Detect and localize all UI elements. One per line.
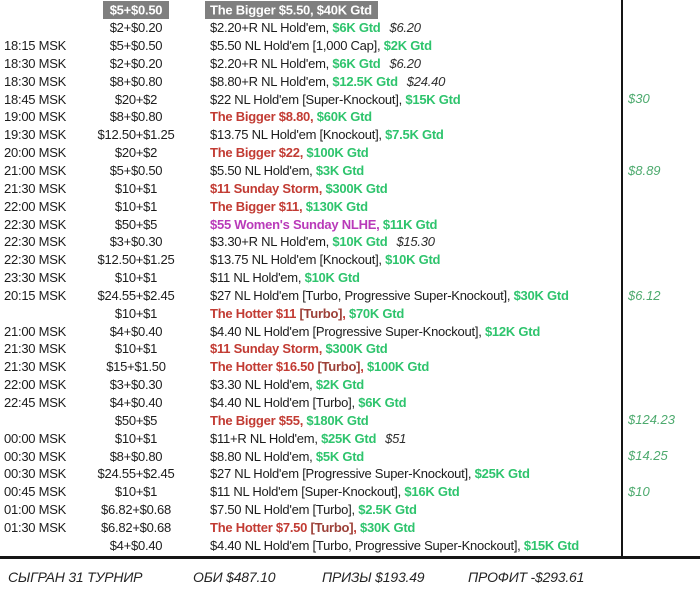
name-segment: $100K Gtd [367, 359, 430, 375]
buyin-cell [88, 377, 184, 392]
tournament-name-cell [210, 520, 700, 535]
buyin-value: $10+$1 [114, 430, 158, 446]
buyin-value: $10+$1 [114, 180, 158, 196]
name-segment: $6K Gtd [332, 55, 381, 71]
tournament-row [0, 37, 700, 55]
name-segment: $11 NL Hold'em [Super-Knockout], [210, 484, 405, 500]
buyin-value: $10+$1 [114, 198, 158, 214]
tournament-name-cell [210, 502, 700, 517]
name-segment: $10K Gtd [332, 234, 388, 250]
name-segment: The Bigger $8.80, [210, 109, 317, 125]
buyin-value: $50+$5 [114, 216, 158, 232]
buyin-value: $24.55+$2.45 [97, 466, 175, 482]
buyin-cell [88, 217, 184, 232]
buyin-value: $8+$0.80 [109, 73, 163, 89]
tournament-name-cell [210, 2, 700, 17]
tournament-name-cell [210, 431, 700, 446]
name-segment: The Bigger $55, [210, 412, 307, 428]
name-segment: $5K Gtd [315, 448, 364, 464]
buyin-cell [88, 74, 184, 89]
buyin-cell [88, 288, 184, 303]
start-time-cell: 18:45 MSK [4, 91, 67, 107]
buyin-value: $8+$0.80 [109, 109, 163, 125]
tournament-name-cell [210, 466, 700, 481]
prize-inline-value: $51 [385, 430, 407, 446]
buyin-value: $4+$0.40 [109, 394, 163, 410]
buyin-cell [88, 431, 184, 446]
buyin-cell [88, 92, 184, 107]
buyin-cell [88, 306, 184, 321]
tournament-name-cell [210, 413, 700, 428]
buyin-cell [88, 56, 184, 71]
name-segment: The Hotter $7.50 [210, 519, 311, 535]
buyin-value: $2+$0.20 [109, 55, 163, 71]
tournament-row [0, 518, 700, 536]
prize-right-value: $10 [628, 483, 650, 499]
prize-right-value: $8.89 [628, 162, 661, 178]
name-segment: [Turbo] [317, 359, 361, 375]
name-segment: $11+R NL Hold'em, [210, 430, 322, 446]
tournament-name-cell [210, 359, 700, 374]
tournament-row [0, 162, 700, 180]
buyin-cell [88, 484, 184, 499]
start-time-cell: 20:00 MSK [4, 145, 67, 161]
name-segment: $30K Gtd [360, 519, 416, 535]
name-segment: $100K Gtd [306, 145, 369, 161]
buyin-cell [88, 127, 184, 142]
name-segment: $4.40 NL Hold'em [Turbo], [210, 394, 359, 410]
buyin-value: $8+$0.80 [109, 448, 163, 464]
tournament-row [0, 411, 700, 429]
tournament-name-cell [210, 234, 700, 249]
name-segment: $2K Gtd [383, 38, 432, 54]
buyin-value: $2+$0.20 [109, 20, 163, 36]
tournament-row [0, 1, 700, 19]
name-segment: The Bigger $22, [210, 145, 307, 161]
name-segment: $27 NL Hold'em [Progressive Super-Knockout], [210, 466, 475, 482]
prize-column-divider-line [621, 0, 623, 556]
name-segment: $10K Gtd [304, 270, 360, 286]
name-segment: [Turbo] [299, 305, 343, 321]
tournament-row [0, 501, 700, 519]
name-segment: $12K Gtd [484, 323, 541, 339]
buyin-cell [88, 395, 184, 410]
name-segment: $3.30 NL Hold'em, [210, 377, 316, 393]
start-time-cell: 23:30 MSK [4, 270, 67, 286]
tournament-row [0, 394, 700, 412]
buyin-cell [88, 252, 184, 267]
name-segment: $2.20+R NL Hold'em, [210, 20, 333, 36]
start-time-cell: 18:30 MSK [4, 55, 67, 71]
buyin-cell [88, 520, 184, 535]
buyin-cell [88, 502, 184, 517]
buyin-cell [88, 181, 184, 196]
tournament-name-cell [210, 270, 700, 285]
prize-right-value: $14.25 [628, 448, 668, 464]
start-time-cell: 22:30 MSK [4, 252, 67, 268]
name-segment: $5.50 NL Hold'em, [210, 163, 316, 179]
buyin-cell [88, 449, 184, 464]
start-time-cell: 19:30 MSK [4, 127, 67, 143]
summary-buyins: ОБИ $487.10 [193, 569, 276, 585]
tournament-name-cell [210, 288, 700, 303]
buyin-value: $10+$1 [114, 341, 158, 357]
name-segment: $11K Gtd [382, 216, 438, 232]
name-segment: $13.75 NL Hold'em [Knockout], [210, 127, 386, 143]
start-time-cell: 22:45 MSK [4, 394, 67, 410]
buyin-value: $10+$1 [114, 305, 158, 321]
name-segment: $13.75 NL Hold'em [Knockout], [210, 252, 386, 268]
tournament-row [0, 233, 700, 251]
tournament-name-cell [210, 484, 700, 499]
name-segment: The Bigger $5.50, $40K Gtd [205, 1, 378, 20]
start-time-cell: 00:45 MSK [4, 484, 67, 500]
name-segment: The Hotter $11 [210, 305, 300, 321]
buyin-value: $4+$0.40 [109, 323, 163, 339]
start-time-cell: 01:30 MSK [4, 519, 67, 535]
buyin-cell [88, 359, 184, 374]
start-time-cell: 22:30 MSK [4, 216, 67, 232]
name-segment: $27 NL Hold'em [Turbo, Progressive Super-Knockout], [210, 287, 514, 303]
start-time-cell: 00:30 MSK [4, 466, 67, 482]
name-segment: $12.5K Gtd [332, 73, 398, 89]
name-segment: The Hotter $16.50 [210, 359, 318, 375]
buyin-value: $3+$0.30 [109, 377, 163, 393]
buyin-cell [88, 466, 184, 481]
buyin-cell [88, 109, 184, 124]
buyin-value: $12.50+$1.25 [97, 252, 175, 268]
name-segment: $30K Gtd [513, 287, 569, 303]
name-segment: $70K Gtd [348, 305, 405, 321]
buyin-cell [88, 163, 184, 178]
start-time-cell: 01:00 MSK [4, 502, 67, 518]
prize-inline-value: $24.40 [406, 73, 446, 89]
name-segment: $300K Gtd [325, 341, 388, 357]
tournament-row [0, 429, 700, 447]
name-segment: $3K Gtd [315, 163, 364, 179]
name-segment: $11 Sunday Storm, [210, 341, 326, 357]
tournament-name-cell [210, 56, 700, 71]
tournament-row [0, 108, 700, 126]
name-segment: $2K Gtd [315, 377, 364, 393]
tournament-row [0, 322, 700, 340]
buyin-cell [88, 538, 184, 553]
buyin-value: $24.55+$2.45 [97, 287, 175, 303]
name-segment: $11 Sunday Storm, [210, 180, 326, 196]
buyin-value: $10+$1 [114, 270, 158, 286]
tournament-name-cell [210, 252, 700, 267]
tournament-name-cell [210, 341, 700, 356]
start-time-cell: 18:30 MSK [4, 73, 67, 89]
tournament-name-cell [210, 538, 700, 553]
start-time-cell: 21:00 MSK [4, 163, 67, 179]
name-segment: $6K Gtd [358, 394, 407, 410]
summary-profit: ПРОФИТ -$293.61 [468, 569, 585, 585]
tournament-row [0, 144, 700, 162]
name-segment: $6K Gtd [332, 20, 381, 36]
buyin-value: $3+$0.30 [109, 234, 163, 250]
name-segment: $15K Gtd [405, 91, 461, 107]
tournament-name-cell [210, 20, 700, 35]
tournament-name-cell [210, 306, 700, 321]
tournament-name-cell [210, 38, 700, 53]
prize-inline-value: $6.20 [389, 20, 421, 36]
start-time-cell: 18:15 MSK [4, 38, 67, 54]
name-segment: $180K Gtd [306, 412, 369, 428]
tournament-row [0, 19, 700, 37]
buyin-cell [88, 145, 184, 160]
tournament-row [0, 340, 700, 358]
tournament-name-cell [210, 217, 700, 232]
start-time-cell: 00:30 MSK [4, 448, 67, 464]
tournament-name-cell [210, 92, 700, 107]
buyin-value: $50+$5 [114, 412, 158, 428]
name-segment: $22 NL Hold'em [Super-Knockout], [210, 91, 406, 107]
tournament-name-cell [210, 74, 700, 89]
summary-played: СЫГРАН 31 ТУРНИР [8, 569, 143, 585]
tournament-name-cell [210, 181, 700, 196]
name-segment: $8.80 NL Hold'em, [210, 448, 316, 464]
buyin-value: $4+$0.40 [109, 537, 163, 553]
start-time-cell: 22:00 MSK [4, 377, 67, 393]
buyin-value: $5+$0.50 [103, 1, 170, 20]
tournament-row [0, 251, 700, 269]
buyin-cell [88, 38, 184, 53]
tournament-row [0, 197, 700, 215]
prize-right-value: $30 [628, 91, 650, 107]
tournament-row [0, 483, 700, 501]
tournament-row [0, 447, 700, 465]
start-time-cell: 20:15 MSK [4, 287, 67, 303]
tournament-name-cell [210, 324, 700, 339]
tournament-name-cell [210, 127, 700, 142]
name-segment: $4.40 NL Hold'em [Progressive Super-Knockout], [210, 323, 485, 339]
name-segment: , [353, 519, 361, 535]
summary-bar [0, 569, 700, 593]
name-segment: $15K Gtd [523, 537, 579, 553]
tournament-name-cell [210, 377, 700, 392]
buyin-cell [88, 2, 184, 17]
start-time-cell: 19:00 MSK [4, 109, 67, 125]
tournament-name-cell [210, 109, 700, 124]
tournament-row [0, 55, 700, 73]
name-segment: $16K Gtd [404, 484, 460, 500]
tournament-rows [0, 1, 700, 554]
tournament-name-cell [210, 449, 700, 464]
tournament-row [0, 287, 700, 305]
start-time-cell: 00:00 MSK [4, 430, 67, 446]
prize-inline-value: $15.30 [396, 234, 435, 250]
buyin-cell [88, 270, 184, 285]
tournament-row [0, 179, 700, 197]
tournament-name-cell [210, 163, 700, 178]
buyin-cell [88, 341, 184, 356]
start-time-cell: 21:00 MSK [4, 323, 67, 339]
buyin-value: $12.50+$1.25 [97, 127, 175, 143]
buyin-value: $6.82+$0.68 [101, 519, 171, 535]
buyin-value: $20+$2 [114, 91, 158, 107]
name-segment: $2.20+R NL Hold'em, [210, 55, 333, 71]
start-time-cell: 21:30 MSK [4, 359, 67, 375]
buyin-value: $10+$1 [114, 484, 158, 500]
name-segment: $300K Gtd [325, 180, 388, 196]
name-segment: $8.80+R NL Hold'em, [210, 73, 333, 89]
tournament-row [0, 90, 700, 108]
buyin-value: $5+$0.50 [109, 38, 163, 54]
prize-right-value: $6.12 [628, 287, 661, 303]
tournament-name-cell [210, 199, 700, 214]
name-segment: , [342, 305, 349, 321]
prize-inline-value: $6.20 [389, 55, 421, 71]
name-segment: $7.50 NL Hold'em [Turbo], [210, 502, 359, 518]
tournament-row [0, 376, 700, 394]
tournament-row [0, 304, 700, 322]
name-segment: $10K Gtd [385, 252, 441, 268]
start-time-cell: 22:00 MSK [4, 198, 67, 214]
tournament-row [0, 536, 700, 554]
name-segment: $3.30+R NL Hold'em, [210, 234, 333, 250]
name-segment: $11 NL Hold'em, [210, 270, 305, 286]
name-segment: , [360, 359, 368, 375]
name-segment: $55 Women's Sunday NLHE, [210, 216, 383, 232]
start-time-cell: 22:30 MSK [4, 234, 67, 250]
name-segment: $5.50 NL Hold'em [1,000 Cap], [210, 38, 384, 54]
summary-prizes: ПРИЗЫ $193.49 [322, 569, 425, 585]
tournament-row [0, 269, 700, 287]
summary-divider-line [0, 556, 700, 559]
buyin-value: $20+$2 [114, 145, 158, 161]
buyin-cell [88, 20, 184, 35]
start-time-cell: 21:30 MSK [4, 341, 67, 357]
tournament-row [0, 126, 700, 144]
name-segment: $7.5K Gtd [385, 127, 444, 143]
buyin-cell [88, 413, 184, 428]
buyin-value: $6.82+$0.68 [101, 502, 171, 518]
name-segment: [Turbo] [310, 519, 354, 535]
name-segment: $2.5K Gtd [358, 502, 417, 518]
name-segment: $130K Gtd [305, 198, 368, 214]
name-segment: $4.40 NL Hold'em [Turbo, Progressive Super-Knockout], [210, 537, 524, 553]
prize-right-value: $124.23 [628, 412, 675, 428]
buyin-value: $5+$0.50 [109, 163, 163, 179]
tournament-row [0, 358, 700, 376]
tournament-name-cell [210, 145, 700, 160]
name-segment: $60K Gtd [316, 109, 372, 125]
buyin-cell [88, 199, 184, 214]
buyin-cell [88, 234, 184, 249]
tournament-row [0, 465, 700, 483]
buyin-cell [88, 324, 184, 339]
start-time-cell: 21:30 MSK [4, 180, 67, 196]
tournament-row [0, 72, 700, 90]
tournament-name-cell [210, 395, 700, 410]
name-segment: The Bigger $11, [210, 198, 306, 214]
tournament-row [0, 215, 700, 233]
name-segment: $25K Gtd [474, 466, 530, 482]
buyin-value: $15+$1.50 [106, 359, 166, 375]
name-segment: $25K Gtd [321, 430, 377, 446]
